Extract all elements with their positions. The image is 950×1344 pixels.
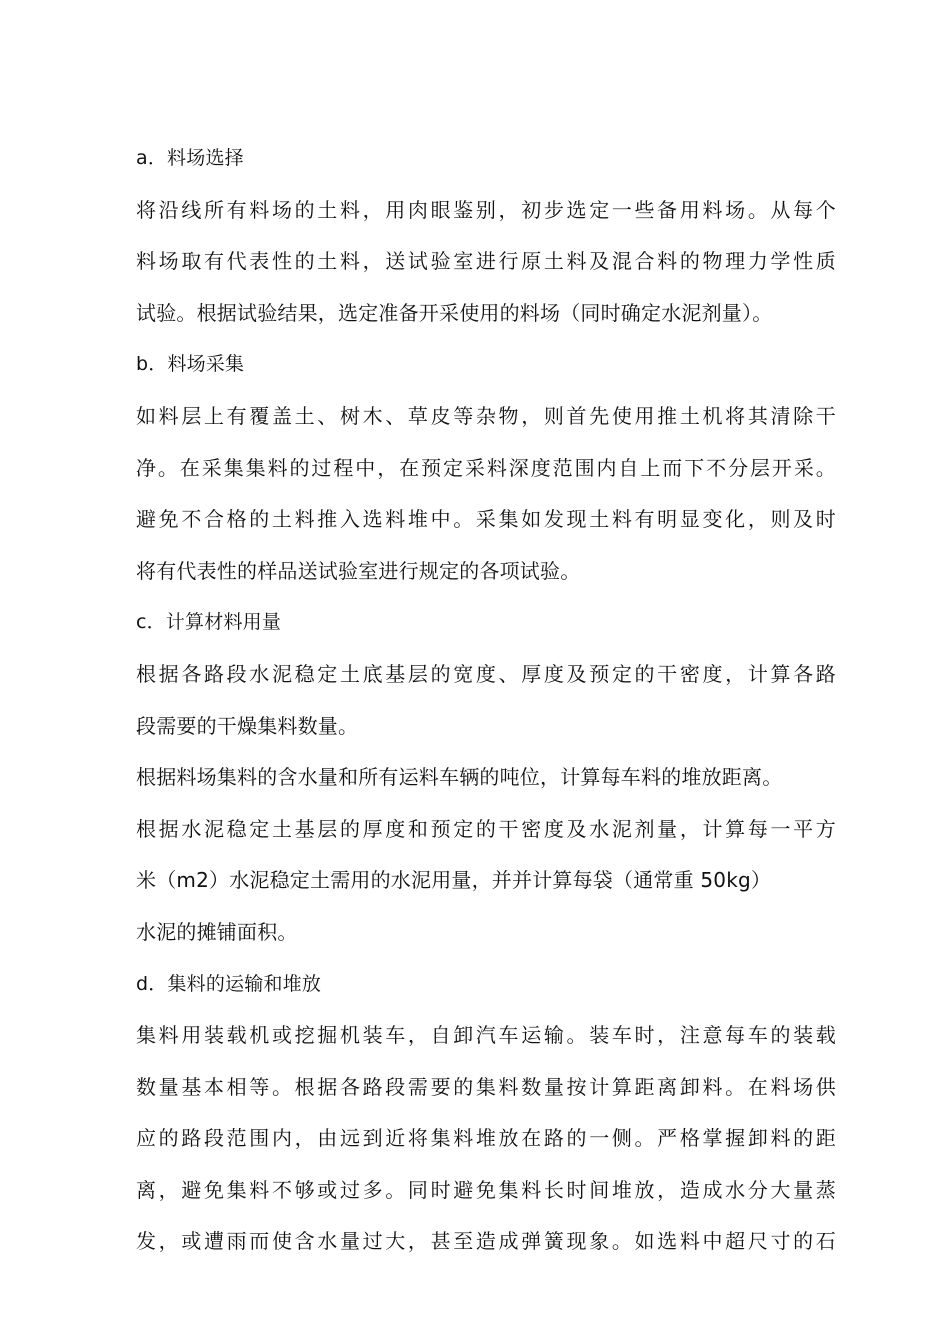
paragraph-line: 集料用装载机或挖掘机装车，自卸汽车运输。装车时，注意每车的装载 [136, 1023, 836, 1048]
section-heading-c: c．计算材料用量 [136, 611, 282, 634]
paragraph-line: 根据料场集料的含水量和所有运料车辆的吨位，计算每车料的堆放距离。 [136, 765, 783, 790]
section-heading-d: d．集料的运输和堆放 [136, 972, 322, 995]
paragraph-line: 段需要的干燥集料数量。 [136, 713, 359, 738]
section-heading-a: a．料场选择 [136, 147, 244, 169]
paragraph-line: 将沿线所有料场的土料，用肉眼鉴别，初步选定一些备用料场。从每个 [136, 197, 836, 222]
paragraph-line: 数量基本相等。根据各路段需要的集料数量按计算距离卸料。在料场供 [136, 1074, 836, 1099]
paragraph-line: 水泥的摊铺面积。 [136, 919, 298, 944]
paragraph-line: 米（m2）水泥稳定土需用的水泥用量，并并计算每袋（通常重 50kg） [136, 868, 772, 893]
paragraph-line: 试验。根据试验结果，选定准备开采使用的料场（同时确定水泥剂量）。 [136, 300, 773, 325]
paragraph-line: 如料层上有覆盖土、树木、草皮等杂物，则首先使用推土机将其清除干 [136, 403, 836, 428]
paragraph-line: 将有代表性的样品送试验室进行规定的各项试验。 [136, 558, 581, 583]
paragraph-line: 离，避免集料不够或过多。同时避免集料长时间堆放，造成水分大量蒸 [136, 1177, 836, 1202]
paragraph-line: 发，或遭雨而使含水量过大，甚至造成弹簧现象。如选料中超尺寸的石 [136, 1229, 836, 1254]
document-body [136, 133, 836, 1268]
paragraph-line: 避免不合格的土料推入选料堆中。采集如发现土料有明显变化，则及时 [136, 507, 836, 532]
paragraph-line: 根据各路段水泥稳定土底基层的宽度、厚度及预定的干密度，计算各路 [136, 661, 836, 686]
section-heading-b: b．料场采集 [136, 353, 245, 376]
paragraph-line: 净。在采集集料的过程中，在预定采料深度范围内自上而下不分层开采。 [136, 455, 836, 480]
paragraph-line: 料场取有代表性的土料，送试验室进行原土料及混合料的物理力学性质 [136, 249, 836, 274]
paragraph-line: 根据水泥稳定土基层的厚度和预定的干密度及水泥剂量，计算每一平方 [136, 816, 836, 841]
paragraph-line: 应的路段范围内，由远到近将集料堆放在路的一侧。严格掌握卸料的距 [136, 1126, 836, 1151]
